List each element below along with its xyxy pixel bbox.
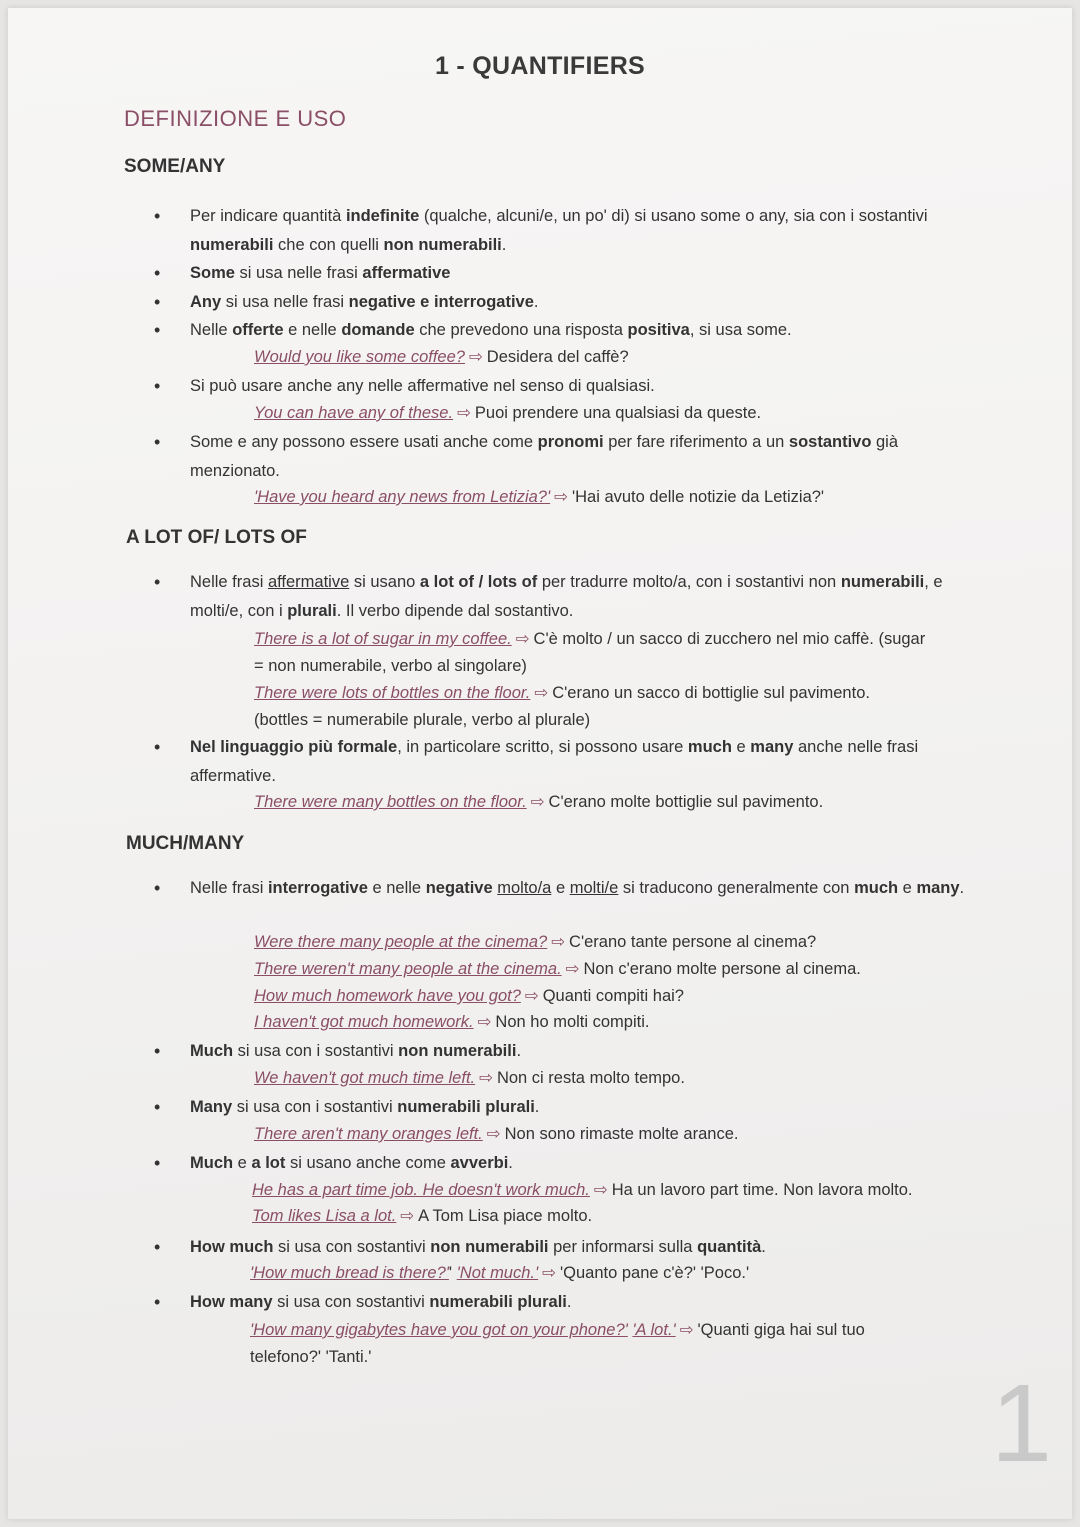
example-much-6: There aren't many oranges left. ⇨ Non sono rimaste molte arance. [254,1125,739,1143]
much-many-bullet-3: • Many si usa con i sostantivi numerabili plurali. [190,1093,980,1122]
some-any-bullet-3: • Any si usa nelle frasi negative e interrogative. [190,288,980,317]
example-much-10: 'How many gigabytes have you got on your phone?' 'A lot.' ⇨ 'Quanti giga hai sul tuo [250,1321,865,1339]
arrow-right-icon: ⇨ [457,404,471,422]
page-number: 1 [990,1362,1052,1485]
example-a-lot-2: There were lots of bottles on the floor. ⇨ C'erano un sacco di bottiglie sul pavimento. [254,684,870,702]
arrow-right-icon: ⇨ [542,1264,556,1282]
some-any-bullet-2: • Some si usa nelle frasi affermative [190,259,980,288]
arrow-right-icon: ⇨ [534,684,549,702]
example-some-3: 'Have you heard any news from Letizia?' ⇨ 'Hai avuto delle notizie da Letizia?' [254,488,825,506]
section-much-many: MUCH/MANY [126,833,245,854]
arrow-right-icon: ⇨ [565,960,580,978]
example-much-5: We haven't got much time left. ⇨ Non ci resta molto tempo. [254,1069,685,1087]
arrow-right-icon: ⇨ [477,1013,492,1031]
arrow-right-icon: ⇨ [515,630,530,648]
much-many-bullet-2: • Much si usa con i sostantivi non numerabili. [190,1037,980,1066]
arrow-right-icon: ⇨ [554,488,568,506]
example-much-8: Tom likes Lisa a lot. ⇨ A Tom Lisa piace molto. [252,1207,593,1225]
much-many-bullet-5: • How much si usa con sostantivi non numerabili per informarsi sulla quantità. [190,1233,980,1262]
example-much-3: How much homework have you got? ⇨ Quanti compiti hai? [254,987,684,1005]
arrow-right-icon: ⇨ [486,1125,501,1143]
example-a-lot-3: There were many bottles on the floor. ⇨ C'erano molte bottiglie sul pavimento. [254,793,824,811]
example-some-1: Would you like some coffee? ⇨ Desidera del caffè? [254,348,629,366]
arrow-right-icon: ⇨ [479,1069,493,1087]
example-a-lot-1-note: = non numerabile, verbo al singolare) [254,657,527,675]
arrow-right-icon: ⇨ [524,987,539,1005]
example-much-1: Were there many people at the cinema? ⇨ C'erano tante persone al cinema? [254,933,817,951]
section-definizione: DEFINIZIONE E USO [124,106,347,131]
some-any-bullet-1: • Per indicare quantità indefinite (qualche, alcuni/e, un po' di) si usano some o any, sia con i sostantivi numerabili che con quelli non numerabili. [190,202,980,260]
section-a-lot-of: A LOT OF/ LOTS OF [126,527,307,548]
some-any-bullet-6: • Some e any possono essere usati anche come pronomi per fare riferimento a un sostantivo già menzionato. [190,428,980,486]
much-many-bullet-6: • How many si usa con sostantivi numerabili plurali. [190,1288,980,1317]
much-many-bullet-1: • Nelle frasi interrogative e nelle negative molto/a e molti/e si traducono generalmente con much e many. [190,874,980,903]
arrow-right-icon: ⇨ [551,933,566,951]
example-much-2: There weren't many people at the cinema. ⇨ Non c'erano molte persone al cinema. [254,960,861,978]
arrow-right-icon: ⇨ [530,793,545,811]
a-lot-of-bullet-1: • Nelle frasi affermative si usano a lot of / lots of per tradurre molto/a, con i sostantivi non numerabili, e molti/e, con i plurali. Il verbo dipende dal sostantivo. [190,568,980,626]
page-title: 1 - QUANTIFIERS [434,52,646,80]
example-much-9: 'How much bread is there?'' 'Not much.' ⇨ 'Quanto pane c'è?' 'Poco.' [250,1264,750,1282]
some-any-bullet-5: • Si può usare anche any nelle affermative nel senso di qualsiasi. [190,372,980,401]
example-a-lot-2-note: (bottles = numerabile plurale, verbo al plurale) [254,711,591,729]
arrow-right-icon: ⇨ [468,348,483,366]
example-much-7: He has a part time job. He doesn't work much. ⇨ Ha un lavoro part time. Non lavora molto. [252,1181,913,1199]
some-any-bullet-4: • Nelle offerte e nelle domande che prevedono una risposta positiva, si usa some. [190,316,980,345]
arrow-right-icon: ⇨ [679,1321,694,1339]
section-some-any: SOME/ANY [124,156,226,177]
example-a-lot-1: There is a lot of sugar in my coffee. ⇨ C'è molto / un sacco di zucchero nel mio caffè. (sugar [254,630,926,648]
much-many-bullet-4: • Much e a lot si usano anche come avverbi. [190,1149,980,1178]
arrow-right-icon: ⇨ [593,1181,608,1199]
example-much-10-cont: telefono?' 'Tanti.' [250,1348,372,1366]
example-much-4: I haven't got much homework. ⇨ Non ho molti compiti. [254,1013,650,1031]
a-lot-of-bullet-2: • Nel linguaggio più formale, in particolare scritto, si possono usare much e many anche nelle frasi affermative. [190,733,980,791]
arrow-right-icon: ⇨ [400,1207,415,1225]
example-some-2: You can have any of these. ⇨ Puoi prendere una qualsiasi da queste. [254,404,762,422]
